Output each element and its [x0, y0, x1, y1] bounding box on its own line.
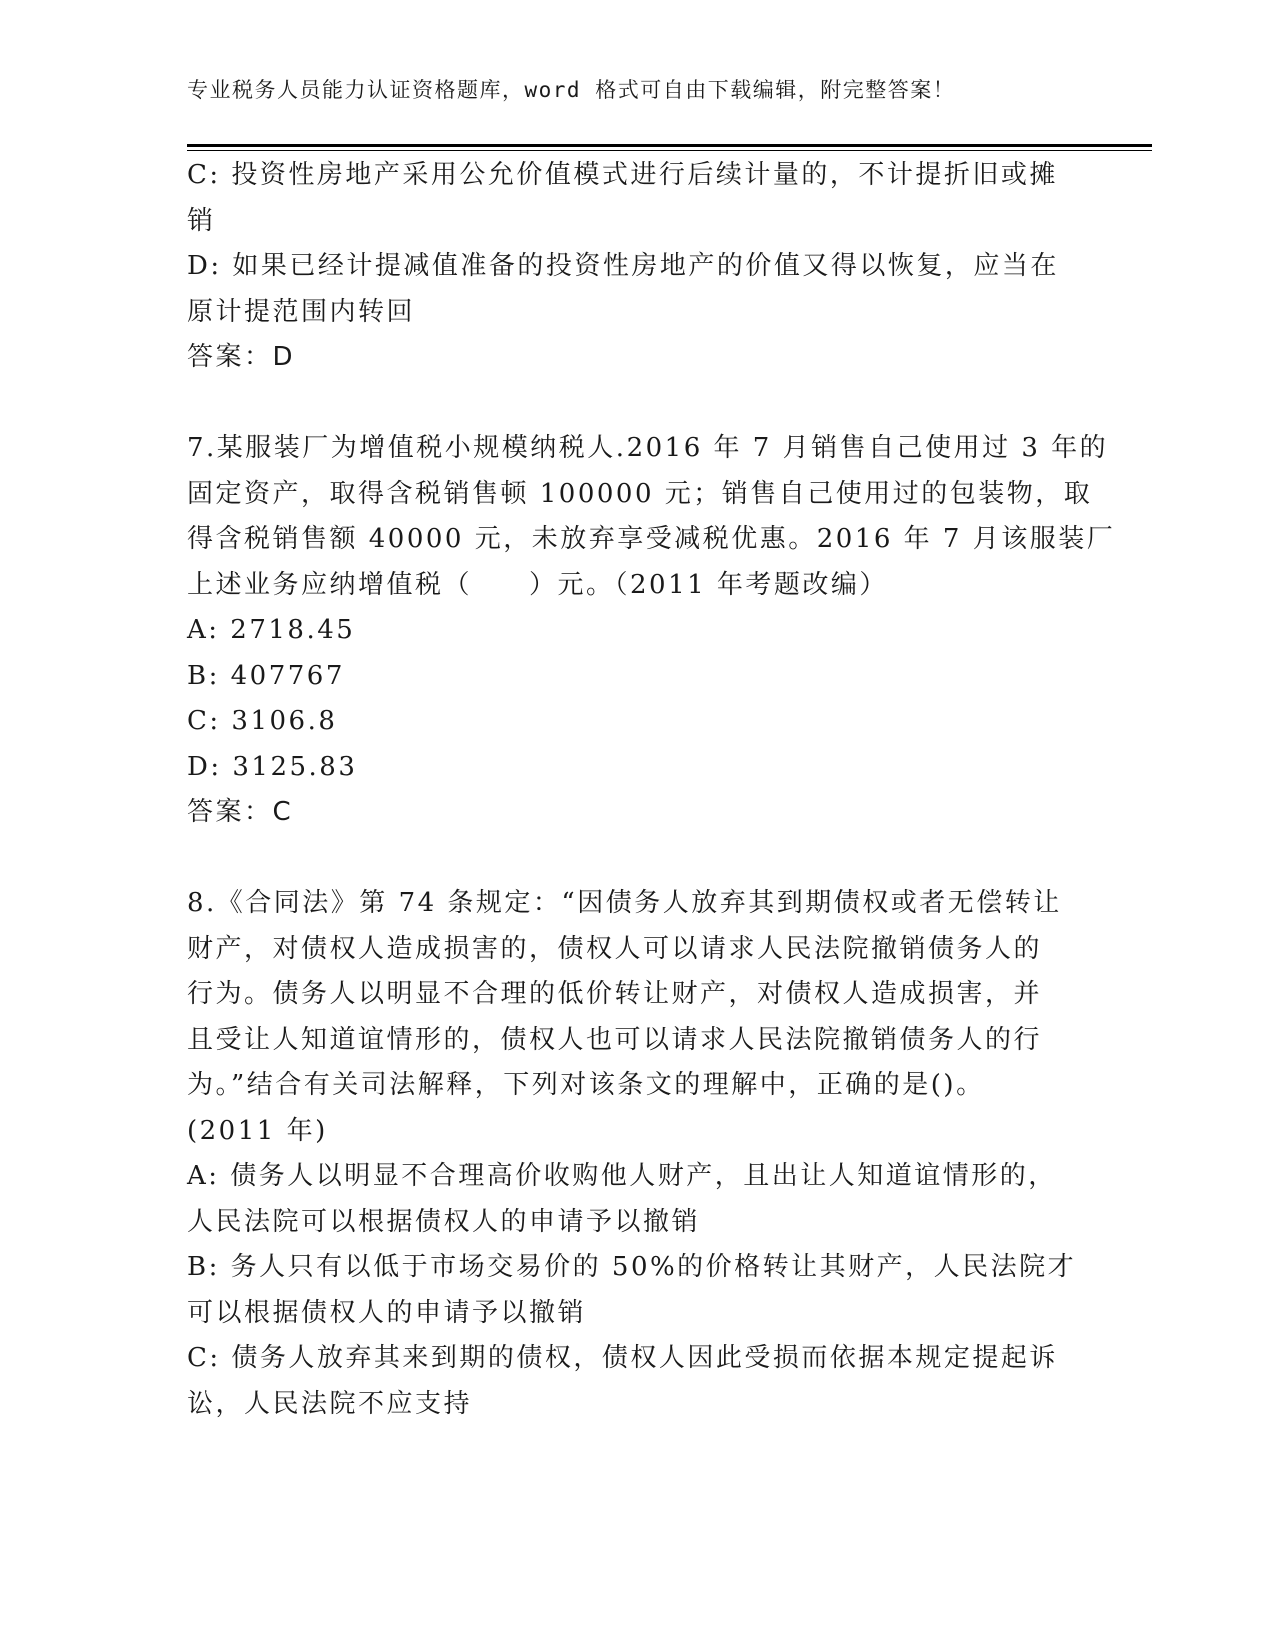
- question-stem-line: 8.《合同法》第 74 条规定：“因债务人放弃其到期债权或者无偿转让: [187, 888, 1062, 918]
- question-stem-line: 7.某服装厂为增值税小规模纳税人.2016 年 7 月销售自己使用过 3 年的: [187, 433, 1109, 463]
- option-a-line: A: 债务人以明显不合理高价收购他人财产，且出让人知道谊情形的，: [187, 1161, 1057, 1191]
- question-stem-line: 固定资产，取得含税销售顿 100000 元；销售自己使用过的包装物，取: [187, 478, 1093, 509]
- option-c-line: C: 债务人放弃其来到期的债权，债权人因此受损而依据本规定提起诉: [187, 1343, 1058, 1373]
- option-c: C: 3106.8: [187, 706, 338, 736]
- question-stem-line: 为。”结合有关司法解释，下列对该条文的理解中，正确的是()。: [187, 1070, 985, 1100]
- question-stem-line: 且受让人知道谊情形的，债权人也可以请求人民法院撤销债务人的行: [187, 1024, 1043, 1055]
- header-rule-thin: [187, 150, 1152, 151]
- spacer: [187, 836, 1087, 882]
- question-stem-line: 财产，对债权人造成损害的，债权人可以请求人民法院撤销债务人的: [187, 933, 1043, 964]
- question-6-tail: [187, 153, 1087, 381]
- answer-label: 答案：C: [187, 797, 294, 827]
- option-b: B: 407767: [187, 660, 345, 691]
- question-stem-line: 上述业务应纳增值税（ ）元。（2011 年考题改编）: [187, 569, 888, 600]
- question-stem-line: 得含税销售额 40000 元，未放弃享受减税优惠。2016 年 7 月该服装厂: [187, 524, 1116, 554]
- option-a: A: 2718.45: [187, 615, 356, 645]
- question-8: [187, 881, 1087, 1427]
- option-b-line: B: 务人只有以低于市场交易价的 50%的价格转让其财产，人民法院才: [187, 1252, 1077, 1282]
- question-stem-line: 行为。债务人以明显不合理的低价转让财产，对债权人造成损害，并: [187, 979, 1043, 1009]
- option-c-line: C: 投资性房地产采用公允价值模式进行后续计量的，不计提折旧或摊: [187, 160, 1058, 190]
- option-c-line: 讼，人民法院不应支持: [187, 1388, 473, 1419]
- page-header: 专业税务人员能力认证资格题库，word 格式可自由下载编辑，附完整答案！: [187, 78, 956, 102]
- question-stem-line: (2011 年): [187, 1115, 328, 1146]
- option-d: D: 3125.83: [187, 751, 358, 782]
- spacer: [187, 381, 1087, 427]
- option-b-line: 可以根据债权人的申请予以撤销: [187, 1297, 587, 1328]
- answer-label: 答案：D: [187, 342, 296, 372]
- option-a-line: 人民法院可以根据债权人的申请予以撤销: [187, 1206, 701, 1237]
- option-d-line: D: 如果已经计提减值准备的投资性房地产的价值又得以恢复，应当在: [187, 251, 1059, 281]
- option-c-line: 销: [187, 205, 216, 236]
- question-7: [187, 426, 1116, 836]
- document-body: [187, 153, 1116, 1427]
- option-d-line: 原计提范围内转回: [187, 296, 416, 327]
- header-rule-thick: [187, 144, 1152, 147]
